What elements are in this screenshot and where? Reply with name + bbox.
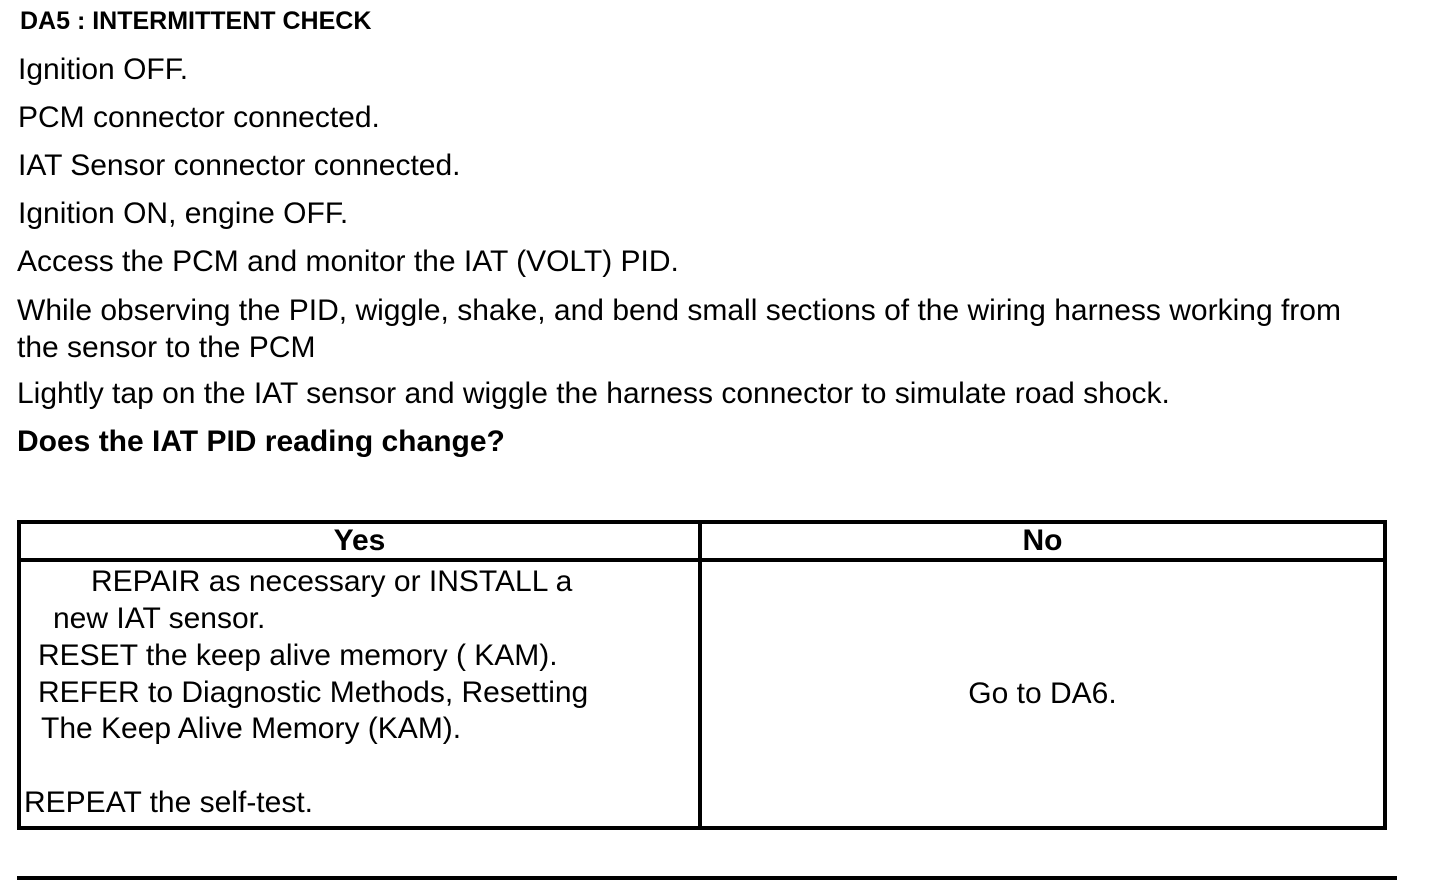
- page-title: DA5 : INTERMITTENT CHECK: [20, 7, 372, 35]
- step-wiggle-harness: While observing the PID, wiggle, shake, and bend small sections of the wiring harness working from the sensor to the PCM: [17, 294, 1341, 364]
- header-yes: Yes: [19, 522, 700, 560]
- yes-line-new-sensor: new IAT sensor.: [53, 602, 266, 635]
- step-pcm-connector: PCM connector connected.: [18, 101, 380, 134]
- yes-line-repeat: REPEAT the self-test.: [24, 786, 313, 819]
- step-ignition-on: Ignition ON, engine OFF.: [18, 197, 349, 230]
- yes-line-refer: REFER to Diagnostic Methods, Resetting: [38, 676, 589, 709]
- answer-table: [17, 520, 1387, 830]
- step-ignition-off: Ignition OFF.: [18, 53, 189, 86]
- step-access-pcm: Access the PCM and monitor the IAT (VOLT) PID.: [17, 245, 679, 278]
- header-no: No: [700, 522, 1385, 560]
- question: Does the IAT PID reading change?: [17, 425, 505, 458]
- yes-line-reset-kam: RESET the keep alive memory ( KAM).: [38, 639, 558, 672]
- table-row: [19, 560, 1385, 828]
- yes-line-repair: REPAIR as necessary or INSTALL a: [91, 565, 573, 598]
- step-tap-sensor: Lightly tap on the IAT sensor and wiggle the harness connector to simulate road shock.: [17, 377, 1170, 410]
- table-header-row: [19, 522, 1385, 560]
- step-iat-connector: IAT Sensor connector connected.: [18, 149, 461, 182]
- no-cell: Go to DA6.: [700, 560, 1385, 828]
- yes-line-kam: The Keep Alive Memory (KAM).: [41, 712, 462, 745]
- bottom-divider: [17, 876, 1397, 880]
- yes-cell: [19, 560, 700, 828]
